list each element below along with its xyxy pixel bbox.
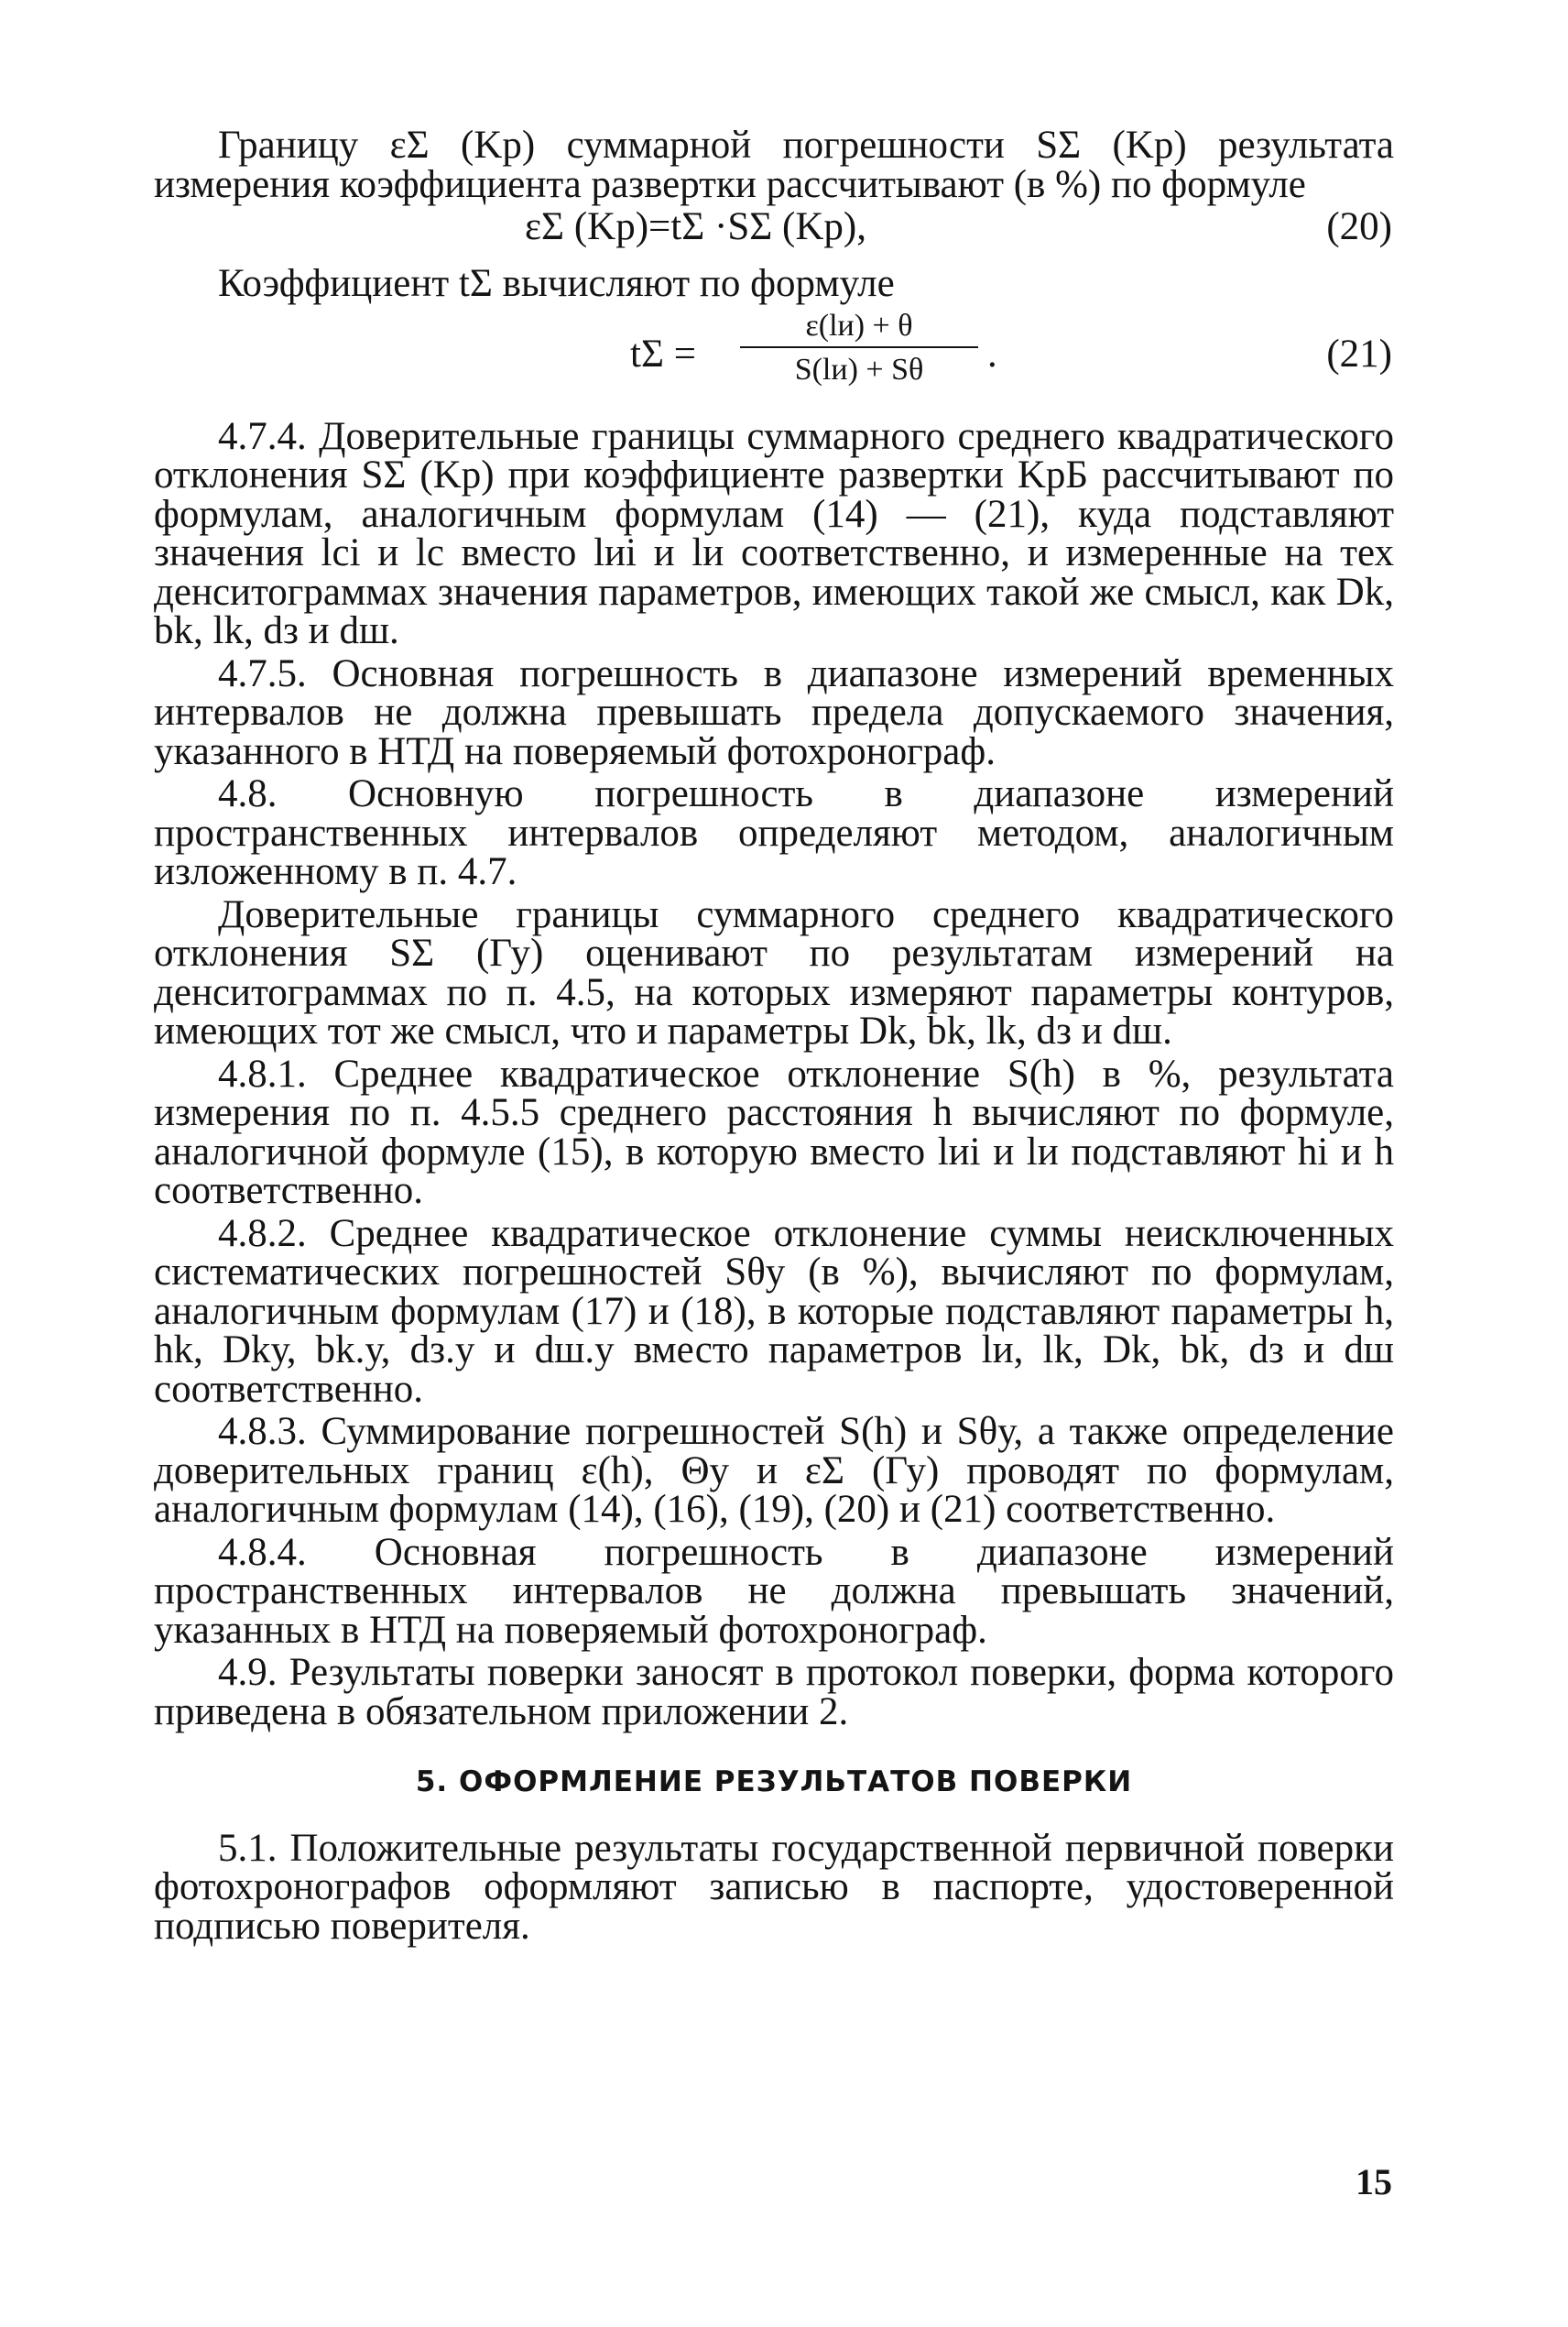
paragraph-confidence-bounds: Доверительные границы суммарного среднего квадратического отклонения SΣ (Гу) оценивают по результатам измерений на денситограммах по п. 4.5, на которых измеряют параметры контуров, имеющих тот же смысл, что и параметры Dk, bk, lk, dз и dш. [154,892,1394,1053]
paragraph-4-7-4: 4.7.4. Доверительные границы суммарного среднего квадратического отклонения SΣ (Kр) при коэффициенте развертки KрБ рассчитывают по формулам, аналогичным формулам (14) — (21), куда подставляют значения lci и lc вместо lиi и lи соответственно, и измеренные на тех денситограммах значения параметров, имеющих такой же смысл, как Dk, bk, lk, dз и dш. [154,414,1394,652]
paragraph-intro: Границу εΣ (Kр) суммарной погрешности SΣ (Kр) результата измерения коэффициента развертки рассчитывают (в %) по формуле [154,124,1394,206]
paragraph-4-8-1: 4.8.1. Среднее квадратическое отклонение S(h) в %, результата измерения по п. 4.5.5 среднего расстояния h вычисляют по формуле, аналогичной формуле (15), в которую вместо lиi и lи подставляют hi и h соответственно. [154,1052,1394,1212]
formula-21-lhs: tΣ = [630,332,696,376]
body-text [154,126,1394,1950]
paragraph-4-8-3: 4.8.3. Суммирование погрешностей S(h) и Sθу, а также определение доверительных границ ε(h), Θу и εΣ (Гу) проводят по формулам, аналогичным формулам (14), (16), (19), (20) и (21) соответственно. [154,1410,1394,1531]
paragraph-4-9: 4.9. Результаты поверки заносят в протокол поверки, форма которого приведена в обязательном приложении 2. [154,1651,1394,1733]
formula-21-denominator: S(lи) + Sθ [794,352,924,387]
formula-20-expression: εΣ (Kр)=tΣ ·SΣ (Kр), [525,205,866,248]
page-number: 15 [1356,2161,1392,2202]
section-heading: 5. ОФОРМЛЕНИЕ РЕЗУЛЬТАТОВ ПОВЕРКИ [415,1765,1133,1798]
formula-21-number: (21) [1326,332,1392,376]
paragraph-4-8-4: 4.8.4. Основная погрешность в диапазоне измерений пространственных интервалов не должна превышать значений, указанных в НТД на поверяемый фотохронограф. [154,1530,1394,1652]
paragraph-coefficient: Коэффициент tΣ вычисляют по формуле [218,262,895,305]
formula-21-tail: . [987,332,997,376]
formula-20-number: (20) [1326,205,1392,248]
formula-21 [154,308,1394,407]
paragraph-4-8: 4.8. Основную погрешность в диапазоне измерений пространственных интервалов определяют методом, аналогичным изложенному в п. 4.7. [154,772,1394,893]
formula-21-numerator: ε(lи) + θ [740,308,978,348]
paragraph-4-8-2: 4.8.2. Среднее квадратическое отклонение суммы неисключенных систематических погрешностей Sθу (в %), вычисляют по формулам, аналогичным формулам (17) и (18), в которые подставляют параметры h, hk, Dkу, bk.у, dз.у и dш.у вместо параметров lи, lk, Dk, bk, dз и dш соответственно. [154,1211,1394,1411]
paragraph-5-1: 5.1. Положительные результаты государственной первичной поверки фотохронографов оформляют записью в паспорте, удостоверенной подписью поверителя. [154,1826,1394,1948]
paragraph-4-7-5: 4.7.5. Основная погрешность в диапазоне измерений временных интервалов не должна превышать предела допускаемого значения, указанного в НТД на поверяемый фотохронограф. [154,651,1394,773]
formula-20 [154,205,1394,261]
formula-21-fraction [740,308,978,388]
